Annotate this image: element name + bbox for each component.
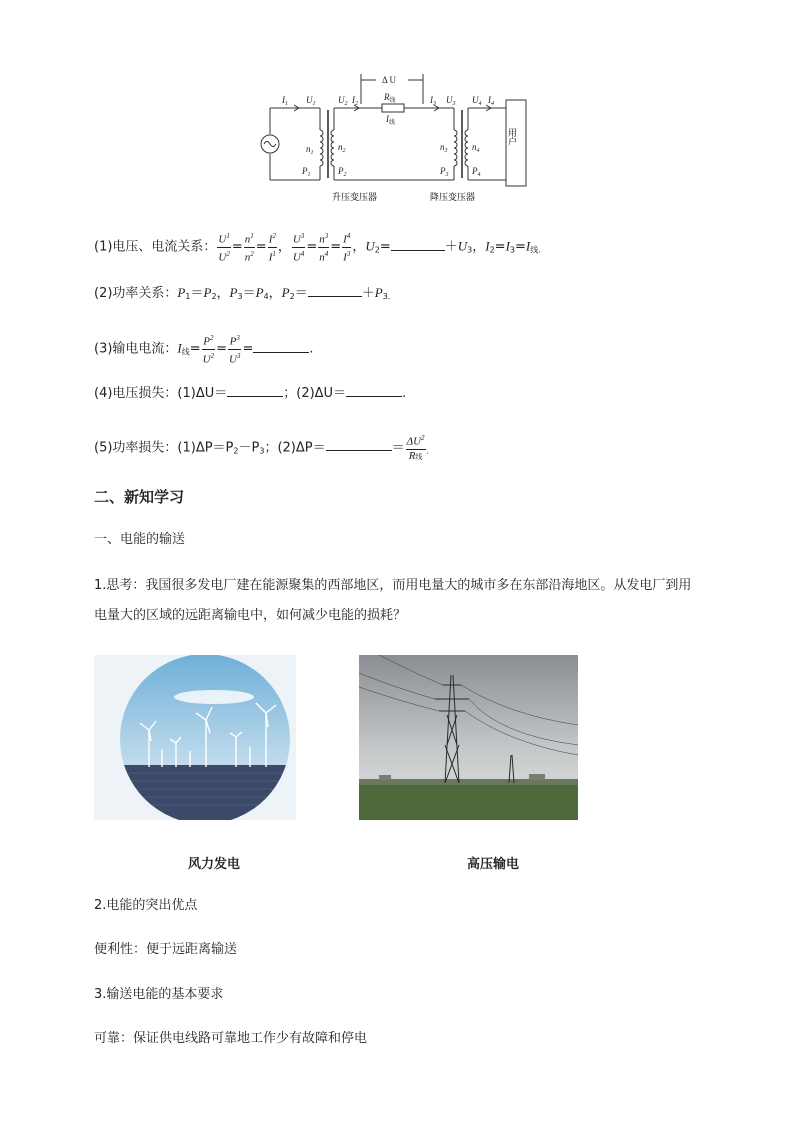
svg-text:I1: $I_1$	[282, 95, 288, 107]
question-text: 1.思考：我国很多发电厂建在能源聚集的西部地区，而用电量大的城市多在东部沿海地区。从发电厂到用电量大的区域的远距离输电中，如何减少电能的损耗？	[94, 578, 692, 623]
wind-farm-illustration	[94, 655, 296, 820]
wind-power-image	[94, 655, 296, 820]
svg-text:R线: $R_线$	[384, 92, 396, 104]
svg-text:n4: $n_4$	[472, 142, 480, 154]
svg-text:n2: $n_2$	[338, 142, 346, 154]
blank-u2	[391, 238, 445, 251]
label-user: 用户	[507, 128, 517, 146]
svg-text:I2: $I_2$	[352, 95, 358, 107]
svg-text:n1: $n_1$	[306, 144, 314, 156]
formula-5: (5)功率损失：$(1)\Delta P=P_2-P_3$；(2)ΔP＝ ＝ $\frac{\Delta U^2}{\text{R线}}$ $_.$	[94, 434, 430, 462]
section-title: 二、新知学习	[94, 488, 185, 506]
svg-text:P4: $P_4$	[472, 166, 481, 178]
high-voltage-image	[359, 655, 578, 820]
formula-2: (2)功率关系：$P_1=P_2$，$P_3=P_4$，$P_2= +P_{3.}$	[94, 285, 391, 301]
svg-text:P1: $P_1$	[302, 166, 311, 178]
wind-power-caption: 风力发电	[187, 857, 240, 872]
blank-power	[326, 438, 392, 451]
svg-text:I4: $I_4$	[488, 95, 494, 107]
subsection-title: 一、电能的输送	[94, 532, 186, 547]
power-tower-illustration	[359, 655, 578, 820]
blank-p2	[308, 284, 362, 297]
svg-text:U1: $U_1$	[306, 95, 316, 107]
blank-voltage-1	[227, 384, 283, 397]
point-3-title: 3.输送电能的基本要求	[94, 987, 224, 1002]
high-voltage-caption: 高压输电	[466, 857, 519, 872]
point-3-text: 可靠：保证供电线路可靠地工作少有故障和停电	[94, 1031, 368, 1046]
formula-3: (3)输电电流：$I_线=$ $\frac{P^2}{U^2}$ = $\frac{P^3}{U^3}$ = .	[94, 334, 314, 366]
transmission-circuit-diagram	[258, 70, 538, 210]
svg-text:U2: $U_2$	[338, 95, 348, 107]
label-step-up: 升压变压器	[332, 192, 378, 202]
formula-4: (4)电压损失：(1)ΔU＝ ；(2)ΔU＝ .	[94, 386, 407, 401]
svg-text:U3: $U_3$	[446, 95, 456, 107]
svg-text:I线: $I_线$	[386, 114, 396, 126]
blank-voltage-2	[346, 384, 402, 397]
svg-text:P2: $P_2$	[338, 166, 347, 178]
label-I1: I	[282, 95, 285, 105]
blank-current	[253, 340, 309, 353]
svg-text:U4: $U_4$	[472, 95, 482, 107]
svg-text:n3: $n_3$	[440, 142, 448, 154]
svg-text:I3: $I_3$	[430, 95, 436, 107]
formula-1: (1)电压、电流关系： $\frac{U^1}{U^2}$ = $\frac{n^1}{n^2}$ = $\frac{I^2}{I^1}$ ， $\frac{U^3}{U^4}$ = $\frac{n^3}{n^4}$ = $\frac{I^4}{I^3}$ ，$U_2= +U_3$，$I_2=I_3=I_{线.}$	[94, 232, 541, 264]
circuit-svg	[258, 70, 538, 210]
label-step-down: 降压变压器	[430, 192, 476, 202]
label-delta-u: Δ U	[382, 75, 397, 85]
point-2-text: 便利性：便于远距离输送	[94, 942, 238, 957]
point-2-title: 2.电能的突出优点	[94, 898, 198, 913]
svg-text:P3: $P_3$	[440, 166, 449, 178]
